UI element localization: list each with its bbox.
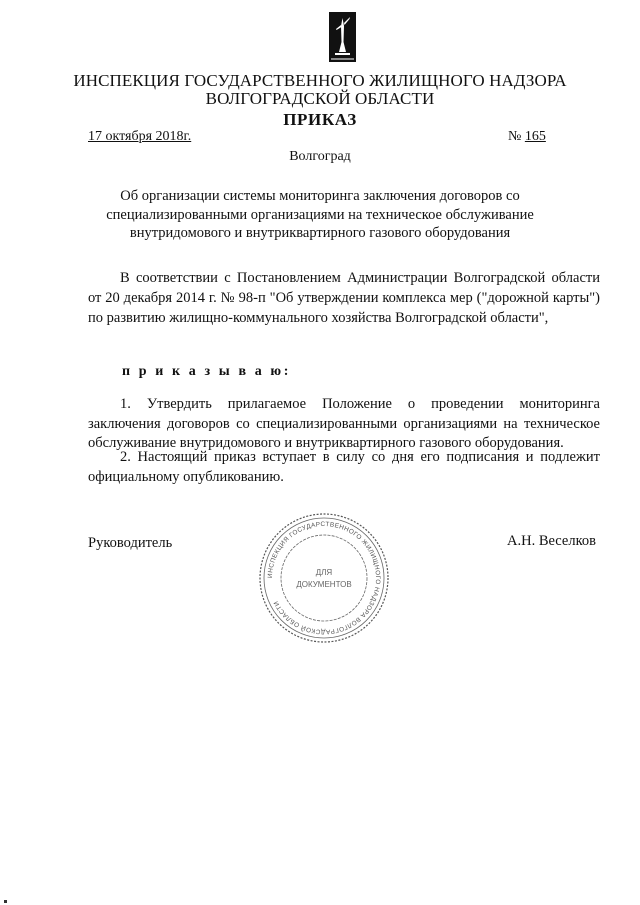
order-number [508,129,546,145]
signer-name: А.Н. Веселков [507,533,596,549]
order-subject: Об организации системы мониторинга заключения договоров со специализированными организациями на техническое обслуживание внутридомового и внутриквартирного газового оборудования [106,188,534,241]
order-number-prefix: № [508,129,522,144]
document-type-title: ПРИКАЗ [283,110,357,129]
official-stamp [257,511,391,645]
city-name: Волгоград [289,149,351,164]
scan-mark [4,900,7,903]
signer-role: Руководитель [88,535,173,551]
svg-text:ИНСПЕКЦИЯ ГОСУДАРСТВЕННОГО ЖИЛ [267,521,381,635]
order-item-1: 1. Утвердить прилагаемое Положение о проведении мониторинга заключения договоров со специализированными организациями на техническое обслуживание внутридомового и внутриквартирного газового оборудования. [88,396,600,451]
order-item-2: 2. Настоящий приказ вступает в силу со дня его подписания и подлежит официальному опубликованию. [88,449,600,485]
order-date: 17 октября 2018г. [88,129,192,144]
agency-name-line1: ИНСПЕКЦИЯ ГОСУДАРСТВЕННОГО ЖИЛИЩНОГО НАДЗОРА [73,71,567,90]
stamp-center-line2: ДОКУМЕНТОВ [296,580,352,589]
preamble-paragraph: В соответствии с Постановлением Администрации Волгоградской области от 20 декабря 2014 г. № 98-п "Об утверждении комплекса мер ("дорожной карты") по развитию жилищно-коммунального хозяйства Волгоградской области", [88,270,600,326]
stamp-center-line1: ДЛЯ [315,568,333,577]
agency-name-line2: ВОЛГОГРАДСКОЙ ОБЛАСТИ [205,89,435,108]
stamp-ring-text: ИНСПЕКЦИЯ ГОСУДАРСТВЕННОГО ЖИЛИЩНОГО НАДЗОРА ВОЛГОГРАДСКОЙ ОБЛАСТИ [266,520,382,636]
order-word: п р и к а з ы в а ю: [122,364,291,379]
order-number-value: 165 [524,129,546,144]
coat-of-arms-icon [329,12,356,62]
